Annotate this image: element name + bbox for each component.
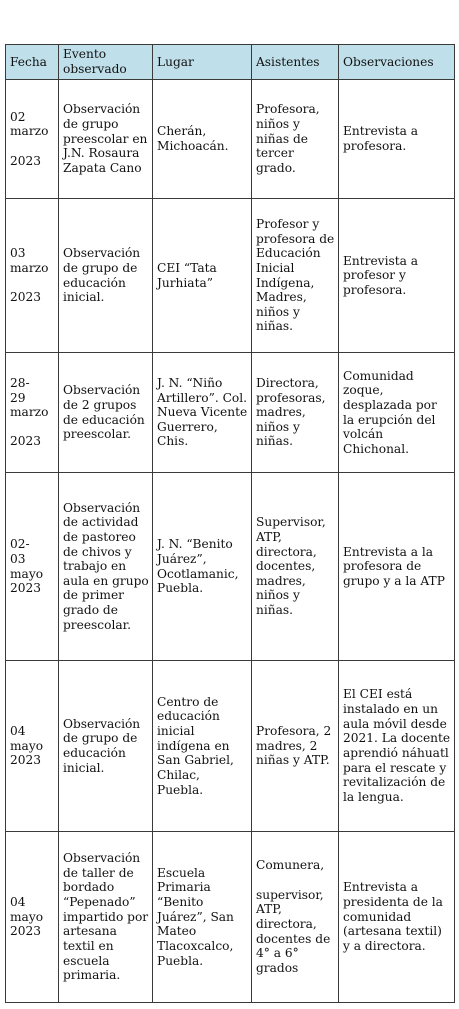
cell-asistentes: Profesora, niños y niñas de tercer grado. xyxy=(252,80,339,199)
table-row xyxy=(6,199,455,353)
cell-evento: Observación de taller de bordado “Pepenado” impartido por artesana textil en escuela primaria. xyxy=(59,832,153,1003)
cell-fecha: 02- 03 mayo 2023 xyxy=(6,473,59,661)
table-row xyxy=(6,473,455,661)
table-row xyxy=(6,80,455,199)
header-lugar: Lugar xyxy=(153,45,252,80)
cell-observaciones: El CEI está instalado en un aula móvil desde 2021. La docente aprendió náhuatl para el rescate y revitalización de la lengua. xyxy=(339,661,455,832)
cell-asistentes: Comunera, supervisor, ATP, directora, docentes de 4° a 6° grados xyxy=(252,832,339,1003)
cell-lugar: Centro de educación inicial indígena en San Gabriel, Chilac, Puebla. xyxy=(153,661,252,832)
header-observaciones: Observaciones xyxy=(339,45,455,80)
cell-evento: Observación de grupo preescolar en J.N. Rosaura Zapata Cano xyxy=(59,80,153,199)
cell-lugar: J. N. “Benito Juárez”, Ocotlamanic, Puebla. xyxy=(153,473,252,661)
cell-lugar: Cherán, Michoacán. xyxy=(153,80,252,199)
table-header xyxy=(6,45,455,80)
cell-fecha: 03 marzo 2023 xyxy=(6,199,59,353)
cell-observaciones: Entrevista a la profesora de grupo y a la ATP xyxy=(339,473,455,661)
header-asistentes: Asistentes xyxy=(252,45,339,80)
cell-fecha: 02 marzo 2023 xyxy=(6,80,59,199)
cell-evento: Observación de grupo de educación inicial. xyxy=(59,199,153,353)
cell-observaciones: Comunidad zoque, desplazada por la erupción del volcán Chichonal. xyxy=(339,353,455,473)
header-row xyxy=(6,45,455,80)
cell-asistentes: Supervisor, ATP, directora, docentes, madres, niños y niñas. xyxy=(252,473,339,661)
cell-observaciones: Entrevista a presidenta de la comunidad (artesana textil) y a directora. xyxy=(339,832,455,1003)
header-fecha: Fecha xyxy=(6,45,59,80)
table-row xyxy=(6,832,455,1003)
cell-lugar: Escuela Primaria “Benito Juárez”, San Mateo Tlacoxcalco, Puebla. xyxy=(153,832,252,1003)
cell-lugar: J. N. “Niño Artillero”. Col. Nueva Vicente Guerrero, Chis. xyxy=(153,353,252,473)
cell-fecha: 28- 29 marzo 2023 xyxy=(6,353,59,473)
cell-evento: Observación de grupo de educación inicial. xyxy=(59,661,153,832)
cell-asistentes: Profesora, 2 madres, 2 niñas y ATP. xyxy=(252,661,339,832)
cell-lugar: CEI “Tata Jurhiata” xyxy=(153,199,252,353)
cell-evento: Observación de 2 grupos de educación preescolar. xyxy=(59,353,153,473)
table-row xyxy=(6,353,455,473)
table-row xyxy=(6,661,455,832)
cell-asistentes: Profesor y profesora de Educación Inicial Indígena, Madres, niños y niñas. xyxy=(252,199,339,353)
observation-schedule-table xyxy=(5,44,455,1003)
cell-asistentes: Directora, profesoras, madres, niños y niñas. xyxy=(252,353,339,473)
cell-fecha: 04 mayo 2023 xyxy=(6,661,59,832)
header-evento: Evento observado xyxy=(59,45,153,80)
cell-observaciones: Entrevista a profesora. xyxy=(339,80,455,199)
cell-observaciones: Entrevista a profesor y profesora. xyxy=(339,199,455,353)
cell-fecha: 04 mayo 2023 xyxy=(6,832,59,1003)
table-body xyxy=(6,80,455,1003)
cell-evento: Observación de actividad de pastoreo de chivos y trabajo en aula en grupo de primer grado de preescolar. xyxy=(59,473,153,661)
